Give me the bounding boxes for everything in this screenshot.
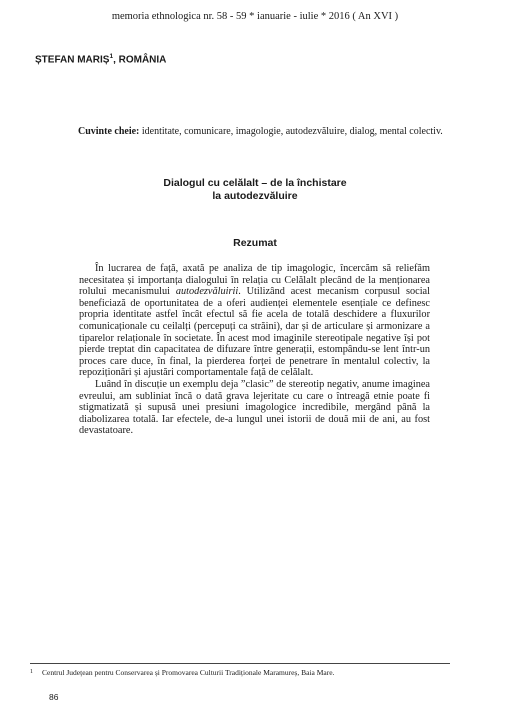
abstract-p1-part-b: . Utilizând acest mecanism corpusul social beneficiază de oportunitatea de a oferi audienței elementele esențiale ce definesc propria identitate astfel încât efectul să fie acela de totală deschidere a fluxurilor comunicaționale cu ceilalți (percepuți ca străini), dar și de articulare și armonizare a tiparelor relaționale în societate. În acest mod imaginile stereotipale negative își pot pierde treptat din capacitatea de difuzare între generații, estompându-se lent într-un proces care duce, în final, la pierderea forței de penetrare în mentalul colectiv, la repoziționări și ajustări comportamentale față de celălalt. (79, 286, 430, 379)
author-footnote-mark[interactable]: 1 (109, 53, 114, 60)
footnote (30, 668, 470, 677)
footnote-mark: 1 (30, 669, 33, 675)
article-title-line-1: Dialogul cu celălalt – de la închistare (163, 177, 347, 189)
abstract-body (79, 263, 430, 437)
abstract-heading: Rezumat (233, 237, 277, 249)
author-name: ȘTEFAN MARIȘ (35, 54, 110, 66)
keywords-label: Cuvinte cheie: (78, 126, 140, 137)
article-title-line-2: la autodezvăluire (212, 189, 298, 202)
abstract-paragraph-2: Luând în discuție un exemplu deja ”clasic” de stereotip negativ, anume imaginea evreului, am subliniat încă o dată grava lejeritate cu care o întreagă etnie poate fi stigmatizată și supusă unei presiuni imagologice incredibile, mergând până la diabolizarea totală. Iar efectele, de-a lungul unei istorii de două mii de ani, au fost devastatoare. (79, 378, 430, 437)
abstract-paragraph-1 (79, 263, 430, 379)
abstract-p1-part-a: În lucrarea de față, axată pe analiza de tip imagologic, încercăm să reliefăm necesitatea și importanța dialogului în relația cu Celălalt plecând de la menționarea rolului mecanismului (79, 263, 430, 298)
article-title (0, 177, 510, 202)
footnote-text: Centrul Județean pentru Conservarea și Promovarea Culturii Tradiționale Maramureș, Baia Mare. (42, 668, 335, 677)
author-line (35, 53, 166, 65)
page-number: 86 (49, 692, 59, 702)
author-country: , ROMÂNIA (113, 54, 167, 66)
footnote-divider (30, 663, 450, 664)
journal-header: memoria ethnologica nr. 58 - 59 * ianuarie - iulie * 2016 ( An XVI ) (111, 11, 399, 22)
keywords-text: identitate, comunicare, imagologie, autodezvăluire, dialog, mental colectiv. (139, 126, 443, 137)
abstract-p1-italic: autodezvăluirii (175, 286, 239, 298)
keywords (78, 126, 498, 137)
